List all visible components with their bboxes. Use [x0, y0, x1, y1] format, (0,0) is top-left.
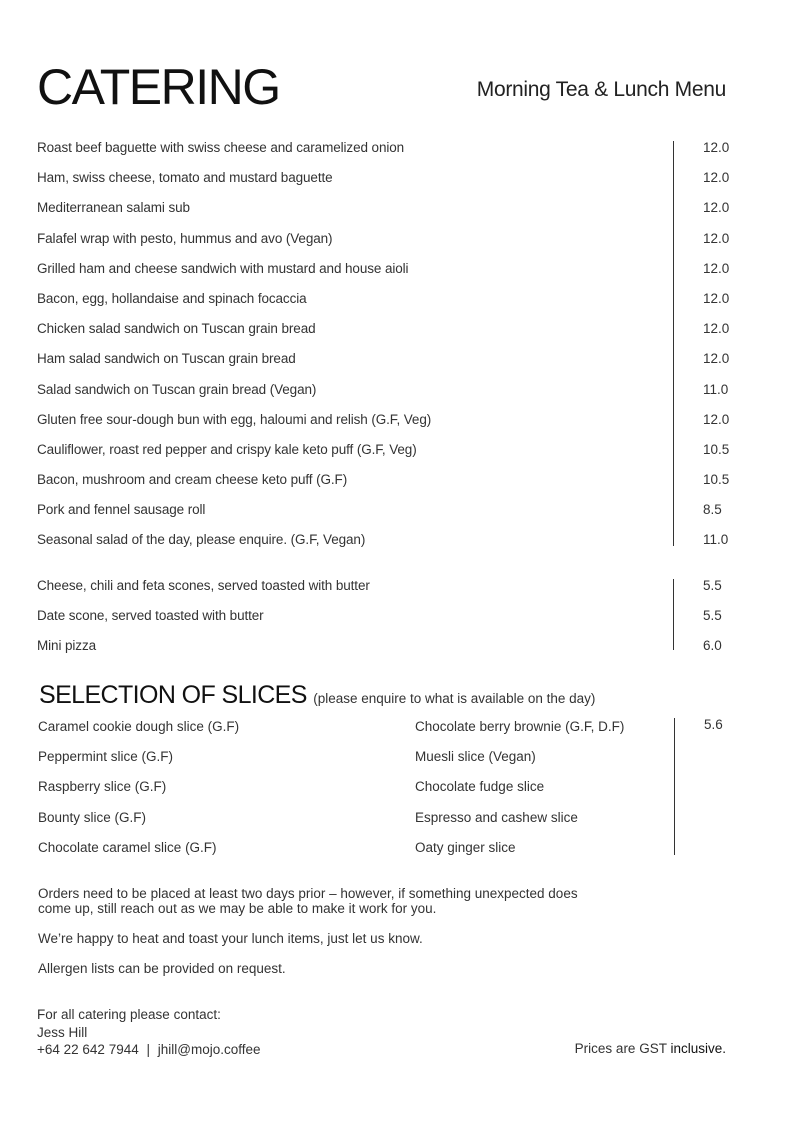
slices-right-column: [415, 719, 624, 870]
slices-left-column: [38, 719, 239, 870]
gst-note: [575, 1041, 726, 1056]
menu-item-price: 5.5: [703, 608, 722, 624]
menu-item-row: [37, 230, 730, 261]
menu-item-price: 12.0: [703, 411, 730, 427]
menu-item-name: Ham, swiss cheese, tomato and mustard baguette: [37, 170, 333, 186]
menu-item-name: Bacon, egg, hollandaise and spinach focaccia: [37, 290, 307, 306]
menu-item-price: 12.0: [703, 230, 730, 246]
slice-item: Peppermint slice (G.F): [38, 749, 174, 765]
menu-item-row: [37, 321, 730, 351]
menu-item-row: [37, 290, 730, 321]
menu-item-name: Cheese, chili and feta scones, served toasted with butter: [37, 578, 370, 593]
menu-item-row: [37, 441, 730, 472]
note-allergens: Allergen lists can be provided on request.: [38, 961, 286, 976]
menu-item-row: [37, 411, 730, 442]
menu-item-row: [37, 382, 727, 412]
menu-item-name: Date scone, served toasted with butter: [37, 608, 264, 624]
menu-item-name: Ham salad sandwich on Tuscan grain bread: [37, 351, 296, 367]
menu-item-price: 12.0: [703, 290, 730, 306]
menu-item-price: 11.0: [703, 381, 729, 397]
morning-tea-items-list: [37, 578, 727, 669]
menu-item-name: Chicken salad sandwich on Tuscan grain bread: [37, 321, 316, 337]
menu-item-row: [37, 351, 730, 381]
slice-item: Raspberry slice (G.F): [38, 779, 167, 795]
menu-item-price: 5.5: [703, 578, 722, 593]
menu-item-price: 12.0: [703, 140, 730, 155]
slice-item: Oaty ginger slice: [415, 839, 516, 855]
lunch-items-list: [37, 140, 730, 563]
contact-details: [37, 1041, 261, 1059]
menu-item-row: [37, 170, 730, 200]
menu-item-row: [37, 532, 727, 562]
menu-item-name: Mini pizza: [37, 638, 97, 654]
slices-price: 5.6: [704, 717, 723, 732]
slice-item: Chocolate fudge slice: [415, 779, 545, 795]
slice-item: Bounty slice (G.F): [38, 809, 147, 825]
menu-item-name: Seasonal salad of the day, please enquire. (G.F, Vegan): [37, 532, 366, 548]
menu-item-price: 12.0: [703, 321, 730, 337]
menu-item-row: [37, 608, 727, 638]
lunch-price-divider: [673, 141, 674, 546]
morning-price-divider: [673, 579, 674, 650]
menu-item-row: [37, 472, 730, 502]
contact-email[interactable]: jhill@mojo.coffee: [157, 1042, 261, 1057]
menu-item-row: [37, 502, 727, 532]
menu-subtitle: Morning Tea & Lunch Menu: [476, 78, 726, 101]
menu-item-price: 10.5: [703, 441, 730, 457]
gst-emphasis: inclusive.: [670, 1041, 726, 1056]
contact-name: Jess Hill: [37, 1024, 88, 1040]
slices-title: SELECTION OF SLICES: [39, 681, 307, 709]
menu-item-name: Cauliflower, roast red pepper and crispy kale keto puff (G.F, Veg): [37, 441, 417, 457]
menu-item-price: 12.0: [703, 260, 730, 276]
menu-item-row: [37, 638, 727, 668]
menu-item-name: Gluten free sour-dough bun with egg, haloumi and relish (G.F, Veg): [37, 411, 432, 427]
menu-item-price: 11.0: [703, 532, 729, 548]
slice-item: Caramel cookie dough slice (G.F): [38, 719, 240, 734]
menu-item-row: [37, 200, 730, 230]
menu-item-price: 6.0: [703, 638, 722, 654]
menu-item-name: Salad sandwich on Tuscan grain bread (Vegan): [37, 381, 317, 397]
slices-note: (please enquire to what is available on the day): [313, 691, 596, 706]
contact-separator: |: [146, 1042, 151, 1057]
slice-item: Espresso and cashew slice: [415, 809, 578, 825]
note-heat-toast: We’re happy to heat and toast your lunch items, just let us know.: [38, 931, 423, 946]
menu-item-price: 12.0: [703, 351, 730, 367]
slice-item: Chocolate caramel slice (G.F): [38, 839, 217, 855]
menu-item-name: Roast beef baguette with swiss cheese and caramelized onion: [37, 140, 405, 155]
slice-item: Muesli slice (Vegan): [415, 749, 536, 765]
slices-price-divider: [674, 718, 675, 855]
menu-item-name: Pork and fennel sausage roll: [37, 502, 206, 518]
gst-prefix: Prices are GST: [574, 1041, 667, 1056]
slices-heading: [39, 681, 595, 710]
menu-item-price: 12.0: [703, 170, 730, 186]
contact-block: [37, 1006, 261, 1059]
page-title: CATERING: [37, 59, 280, 115]
menu-item-price: 8.5: [703, 502, 722, 518]
contact-label: For all catering please contact:: [37, 1007, 221, 1022]
menu-item-name: Grilled ham and cheese sandwich with mustard and house aioli: [37, 260, 409, 276]
contact-phone[interactable]: +64 22 642 7944: [37, 1042, 139, 1057]
slice-item: Chocolate berry brownie (G.F, D.F): [415, 719, 625, 734]
menu-item-name: Falafel wrap with pesto, hummus and avo (Vegan): [37, 230, 333, 246]
menu-item-price: 12.0: [703, 200, 730, 216]
menu-item-row: [37, 260, 730, 291]
note-order-lead-time: Orders need to be placed at least two days prior – however, if something unexpected does come up, still reach out as we may be able to make it work for you.: [38, 886, 578, 916]
menu-item-price: 10.5: [703, 472, 730, 488]
order-notes: [38, 886, 598, 991]
menu-item-name: Bacon, mushroom and cream cheese keto puff (G.F): [37, 472, 348, 488]
menu-item-row: [37, 578, 727, 608]
menu-item-name: Mediterranean salami sub: [37, 200, 190, 216]
menu-item-row: [37, 140, 730, 170]
